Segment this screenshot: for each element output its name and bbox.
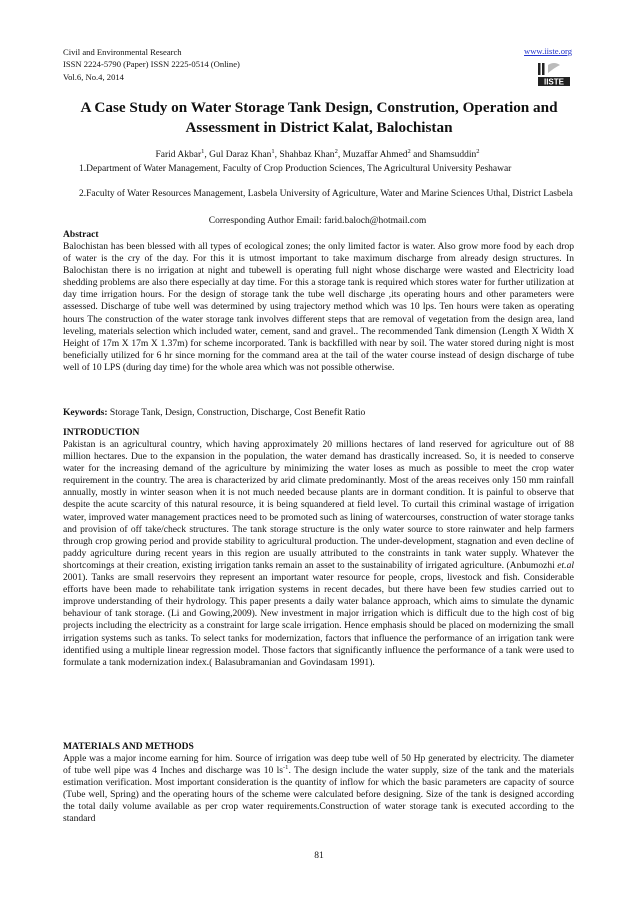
author: Muzaffar Ahmed bbox=[342, 150, 408, 160]
keywords-list: Storage Tank, Design, Construction, Discharge, Cost Benefit Ratio bbox=[107, 407, 366, 418]
journal-header bbox=[63, 46, 240, 83]
author-list: Farid Akbar$^1$, Gul Daraz Khan$^1$, Shahbaz Khan$^2$, Muzaffar Ahmed$^2$ and Shamsuddin$^2$ bbox=[155, 147, 480, 160]
author: Shamsuddin bbox=[429, 150, 477, 160]
keywords-label: Keywords: bbox=[63, 407, 108, 418]
introduction-heading: INTRODUCTION bbox=[63, 427, 140, 438]
logo-text: IISTE bbox=[543, 77, 565, 87]
iiste-logo bbox=[536, 61, 572, 87]
methods-heading: MATERIALS AND METHODS bbox=[63, 741, 194, 752]
author: Gul Daraz Khan bbox=[209, 150, 272, 160]
journal-name: Civil and Environmental Research bbox=[63, 47, 182, 57]
page-number: 81 bbox=[314, 851, 324, 861]
introduction-text: Pakistan is an agricultural country, which having approximately 20 millions hectares of land reserved for agriculture out of 88 million hectares. Due to the expansion in the population, the water demand has drastically increased. So, it is needed to conserve water for the increasing demand of the agriculture by minimizing the water loses as much as possible to meet the crop water requirement in the country. The area is characterized by arid climate predominantly. Most of the areas receives only 150 mm rainfall annually, mostly in winter season when it is not much needed because plants are in dormant condition. It is painful to observe that despite the acute scarcity of this natural resource, it is being squandered at field level. To curtail this criminal wastage of irrigation water, improved water management practices need to be promoted such as lining of watercourses, construction of water storage tanks and provision of off take/check structures. The tank storage structure is the only water source to store rainwater and help farmers through crop growing period and provide stability to agricultural production. The under-development, stagnation and even decline of paddy agriculture during recent years in this region are usually attributed to the constraints in tank water supply. Whatever the shortcomings at their creation, existing irrigation tanks remain an asset to the sustainability of irrigated agriculture. (Anbumozhi et.al 2001). Tanks are small reservoirs they represent an important water resource for people, crops, livestock and fish. Considerable efforts have been made to rehabilitate tank irrigation systems in recent decades, but there have been few studies carried out to improve understanding of their hydrology. This paper presents a daily water balance approach, which aims to simulate the dynamic behaviour of tank storage. (Li and Gowing,2009). New investment in major irrigation which is difficult due to the high cost of big projects including the electricity as a constraint for large scale irrigation. Hence emphasis should be placed on modernizing the small irrigation systems such as tanks. To select tanks for modernization, factors that influence the performance of an irrigation tank were identified using a multiple linear regression model. Those factors that significantly influence the performance of a tank were used to formulate a tank modernization index.( Balasubramanian and Govindasam 1991). bbox=[63, 439, 574, 668]
abstract-heading: Abstract bbox=[63, 229, 99, 240]
keywords bbox=[63, 407, 574, 419]
journal-url-link[interactable]: www.iiste.org bbox=[524, 46, 572, 56]
author: Farid Akbar bbox=[155, 150, 202, 160]
corresponding-author: Corresponding Author Email: farid.baloch@hotmail.com bbox=[208, 216, 427, 226]
journal-issn: ISSN 2224-5790 (Paper) ISSN 2225-0514 (Online) bbox=[63, 59, 240, 70]
affiliation-1: 1.Department of Water Management, Faculty of Crop Production Sciences, The Agricultural University Peshawar bbox=[79, 164, 512, 174]
methods-text: Apple was a major income earning for him. Source of irrigation was deep tube well of 50 Hp generated by electricity. The diameter of tube well pipe was 4 Inches and discharge was 10 $ls^{-1}$. The design include the water supply, size of the tank and the materials estimation verification. Most important consideration is the quantity of inflow for which the basic parameters are capacity of source (Tube well, Spring) and the operating hours of the scheme were calculated before designing. Size of the tank is designed according the total daily volume available as per crop water requirements.Construction of water storage tank is executed according to the standard bbox=[63, 753, 574, 825]
author: Shahbaz Khan bbox=[279, 150, 335, 160]
affiliation-2: 2.Faculty of Water Resources Management, Lasbela University of Agriculture, Water and Marine Sciences Uthal, District Lasbela bbox=[79, 189, 573, 199]
journal-volume: Vol.6, No.4, 2014 bbox=[63, 71, 124, 82]
paper-title: A Case Study on Water Storage Tank Design, Constrution, Operation and Assessment in District Kalat, Balochistan bbox=[80, 99, 558, 136]
abstract-text: Balochistan has been blessed with all types of ecological zones; the only limited factor is water. Also grow more food by each drop of water is the cry of the day. For this it is utmost important to take maximum discharge from already design structures. In Balochistan there is no irrigation at night and tubewell is operating full night whose discharge were wasted and Electricity load shedding problems are also there especially at day time. For this a storage tank is required which stores water for further utilization at day time irrigation hours. For the design of storage tank the tube well discharge ,its operating hours and other parameters were assessed. Discharge of tube well was determined by using trajectory method which was 10 lps. Ten hours were taken as operating hours The construction of the water storage tank involves different steps that are removal of vegetation from the design area, land leveling, materials selection which included water, cement, sand and gravel.. The recommended Tank dimension (Length X Width X Height of 17m X 17m X 1.37m) for scheme incorporated. Tank is backfilled with near by soil. The water stored during night is most beneficially utilized for 6 hr since morning for the command area at the tail of the water course instead of design discharge of tube well of 10 LPS (during day time) for the whole area which was not possible otherwise. bbox=[63, 241, 574, 373]
